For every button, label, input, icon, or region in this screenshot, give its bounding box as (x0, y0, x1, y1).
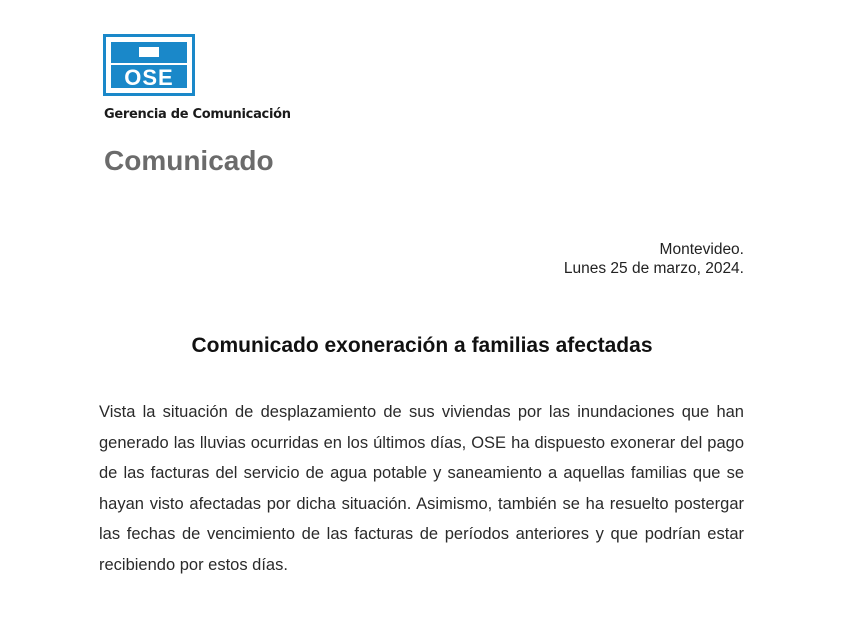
svg-text:OSE: OSE (124, 65, 174, 90)
communique-title: Comunicado exoneración a familias afectadas (191, 334, 653, 357)
dateline (564, 240, 744, 278)
ose-logo (103, 34, 195, 96)
department-name: Gerencia de Comunicación (104, 107, 291, 122)
document-type-heading: Comunicado (104, 145, 274, 176)
body-paragraph: Vista la situación de desplazamiento de sus viviendas por las inundaciones que han generado las lluvias ocurridas en los últimos días, OSE ha dispuesto exonerar del pago de las facturas del servicio de agua potable y saneamiento a aquellas familias que se hayan visto afectadas por dicha situación. Asimismo, también se ha resuelto postergar las fechas de vencimiento de las facturas de períodos anteriores y que podrían estar recibiendo por estos días. (99, 403, 744, 574)
dateline-date: Lunes 25 de marzo, 2024. (563, 260, 744, 277)
dateline-place: Montevideo. (659, 241, 744, 258)
